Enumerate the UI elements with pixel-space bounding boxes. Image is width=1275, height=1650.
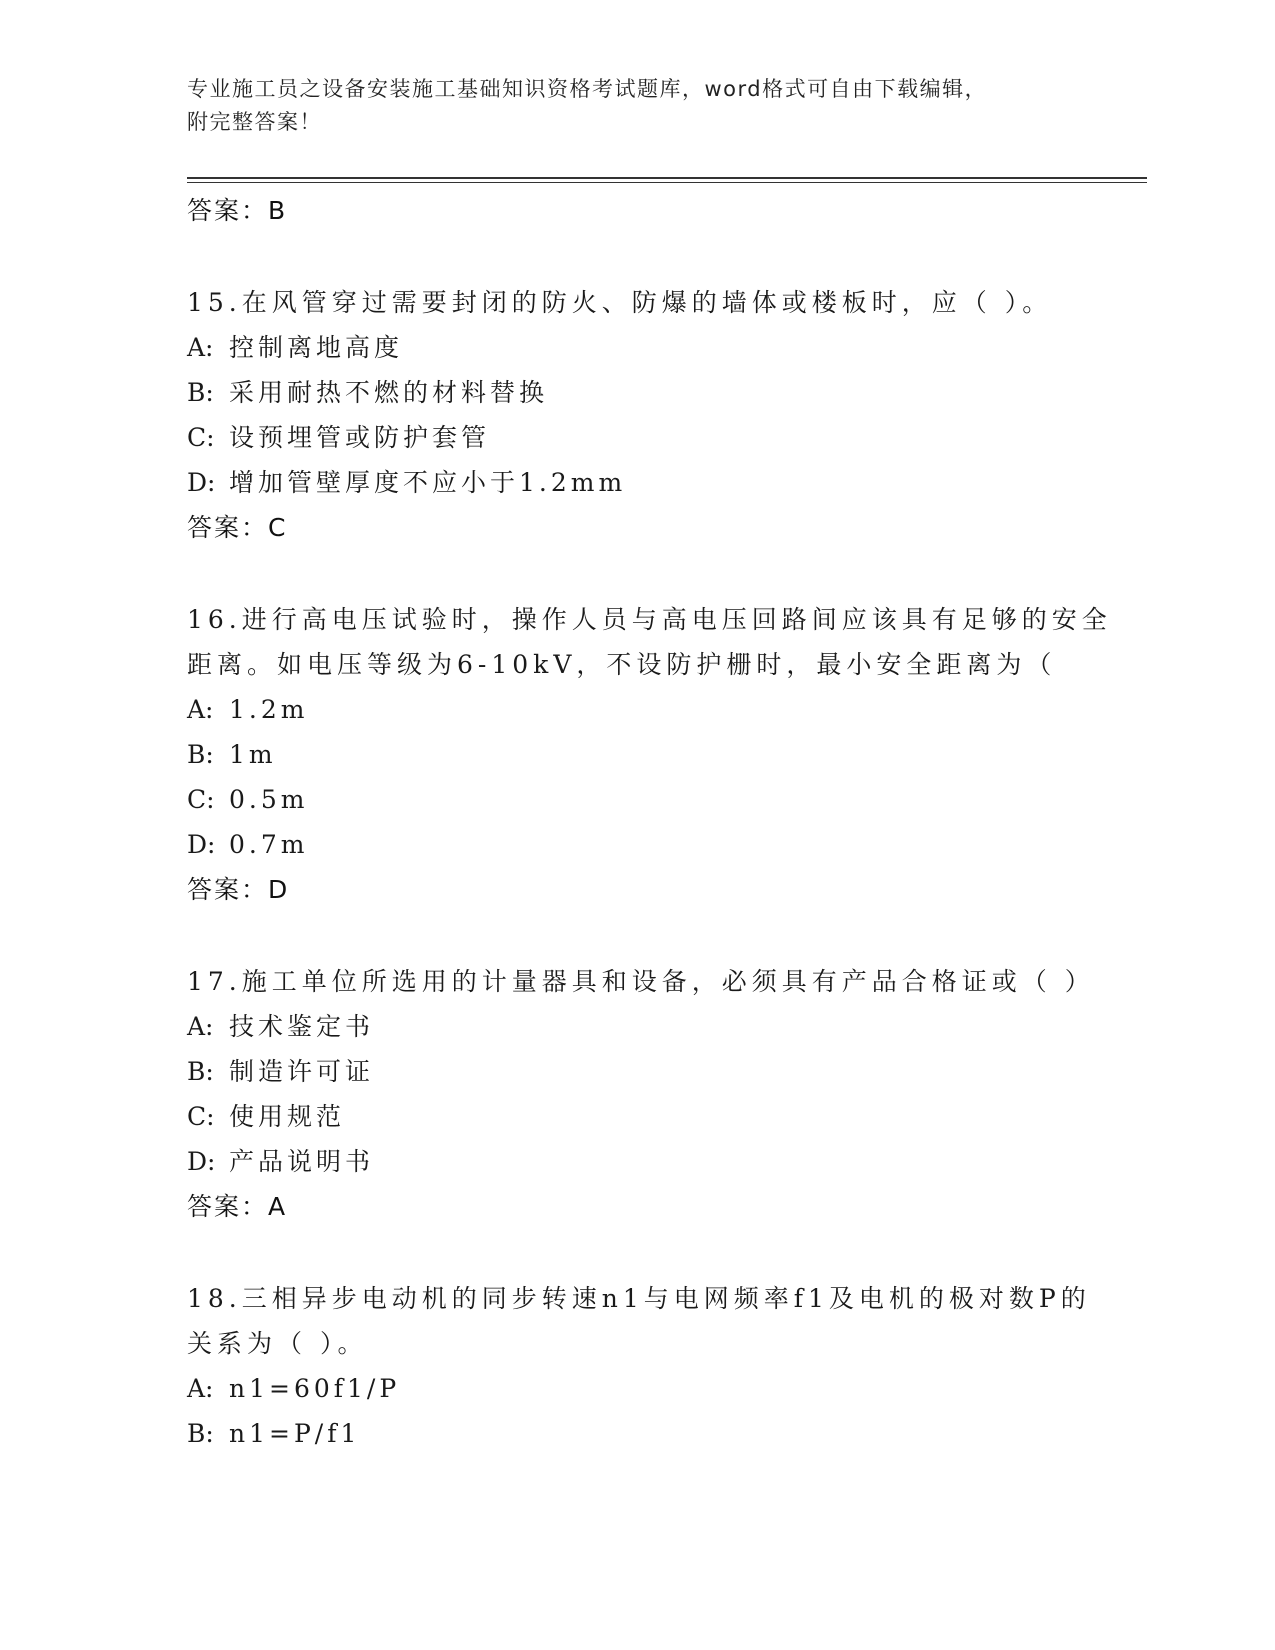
- option-a: [187, 687, 1087, 732]
- option-letter: B:: [187, 1419, 214, 1448]
- option-text: 产品说明书: [229, 1147, 375, 1176]
- spacer: [187, 1229, 1087, 1276]
- option-a: [187, 325, 1087, 370]
- option-text: n1=P/f1: [229, 1419, 361, 1448]
- header-divider-thin: [187, 182, 1147, 183]
- question-15: [187, 280, 1087, 550]
- option-text: 1m: [229, 740, 277, 769]
- question-text-continued: 关系为（ ）。: [187, 1329, 368, 1358]
- answer: 答案：C: [187, 513, 288, 542]
- option-letter: D:: [187, 468, 216, 497]
- spacer: [187, 912, 1087, 959]
- option-letter: B:: [187, 378, 214, 407]
- question-18: [187, 1276, 1091, 1456]
- option-d: [187, 822, 1087, 867]
- option-text: 使用规范: [229, 1102, 346, 1131]
- option-letter: C:: [187, 785, 215, 814]
- question-16: [187, 597, 1112, 912]
- question-text: 15.在风管穿过需要封闭的防火、防爆的墙体或楼板时，应（ ）。: [187, 288, 1053, 317]
- option-text: 采用耐热不燃的材料替换: [229, 378, 549, 407]
- option-c: [187, 415, 1087, 460]
- answer: 答案：D: [187, 875, 290, 904]
- option-c: [187, 1094, 1087, 1139]
- question-text-continued: 距离。如电压等级为6-10kV，不设防护栅时，最小安全距离为（: [187, 650, 1057, 679]
- option-letter: B:: [187, 1057, 214, 1086]
- option-text: 技术鉴定书: [229, 1012, 375, 1041]
- option-text: 控制离地高度: [229, 333, 404, 362]
- option-text: 增加管壁厚度不应小于1.2mm: [229, 468, 627, 497]
- question-list: [187, 188, 1112, 1456]
- header-line-1: 专业施工员之设备安装施工基础知识资格考试题库，word格式可自由下载编辑，: [187, 77, 988, 101]
- option-letter: A:: [187, 695, 214, 724]
- option-b: [187, 1411, 1087, 1456]
- option-b: [187, 1049, 1087, 1094]
- header-divider-thick: [187, 177, 1147, 179]
- option-letter: C:: [187, 1102, 215, 1131]
- spacer: [187, 233, 1087, 280]
- previous-answer: 答案：B: [187, 196, 288, 225]
- option-text: n1=60f1/P: [229, 1374, 401, 1403]
- option-b: [187, 370, 1087, 415]
- option-d: [187, 460, 1087, 505]
- option-letter: A:: [187, 1012, 214, 1041]
- option-d: [187, 1139, 1087, 1184]
- question-text: 18.三相异步电动机的同步转速n1与电网频率f1及电机的极对数P的: [187, 1284, 1091, 1313]
- option-text: 1.2m: [229, 695, 309, 724]
- option-letter: D:: [187, 830, 216, 859]
- option-text: 设预埋管或防护套管: [229, 423, 491, 452]
- question-text: 16.进行高电压试验时，操作人员与高电压回路间应该具有足够的安全: [187, 605, 1112, 634]
- header-line-2: 附完整答案！: [187, 110, 322, 134]
- option-b: [187, 732, 1087, 777]
- option-text: 0.7m: [229, 830, 309, 859]
- option-text: 制造许可证: [229, 1057, 375, 1086]
- option-text: 0.5m: [229, 785, 309, 814]
- spacer: [187, 550, 1087, 597]
- answer: 答案：A: [187, 1192, 288, 1221]
- question-text: 17.施工单位所选用的计量器具和设备，必须具有产品合格证或（ ）: [187, 967, 1095, 996]
- option-letter: A:: [187, 333, 214, 362]
- option-a: [187, 1366, 1087, 1411]
- question-17: [187, 959, 1095, 1229]
- option-letter: C:: [187, 423, 215, 452]
- option-letter: A:: [187, 1374, 214, 1403]
- option-letter: B:: [187, 740, 214, 769]
- option-c: [187, 777, 1087, 822]
- option-letter: D:: [187, 1147, 216, 1176]
- document-header: [187, 73, 1087, 139]
- option-a: [187, 1004, 1087, 1049]
